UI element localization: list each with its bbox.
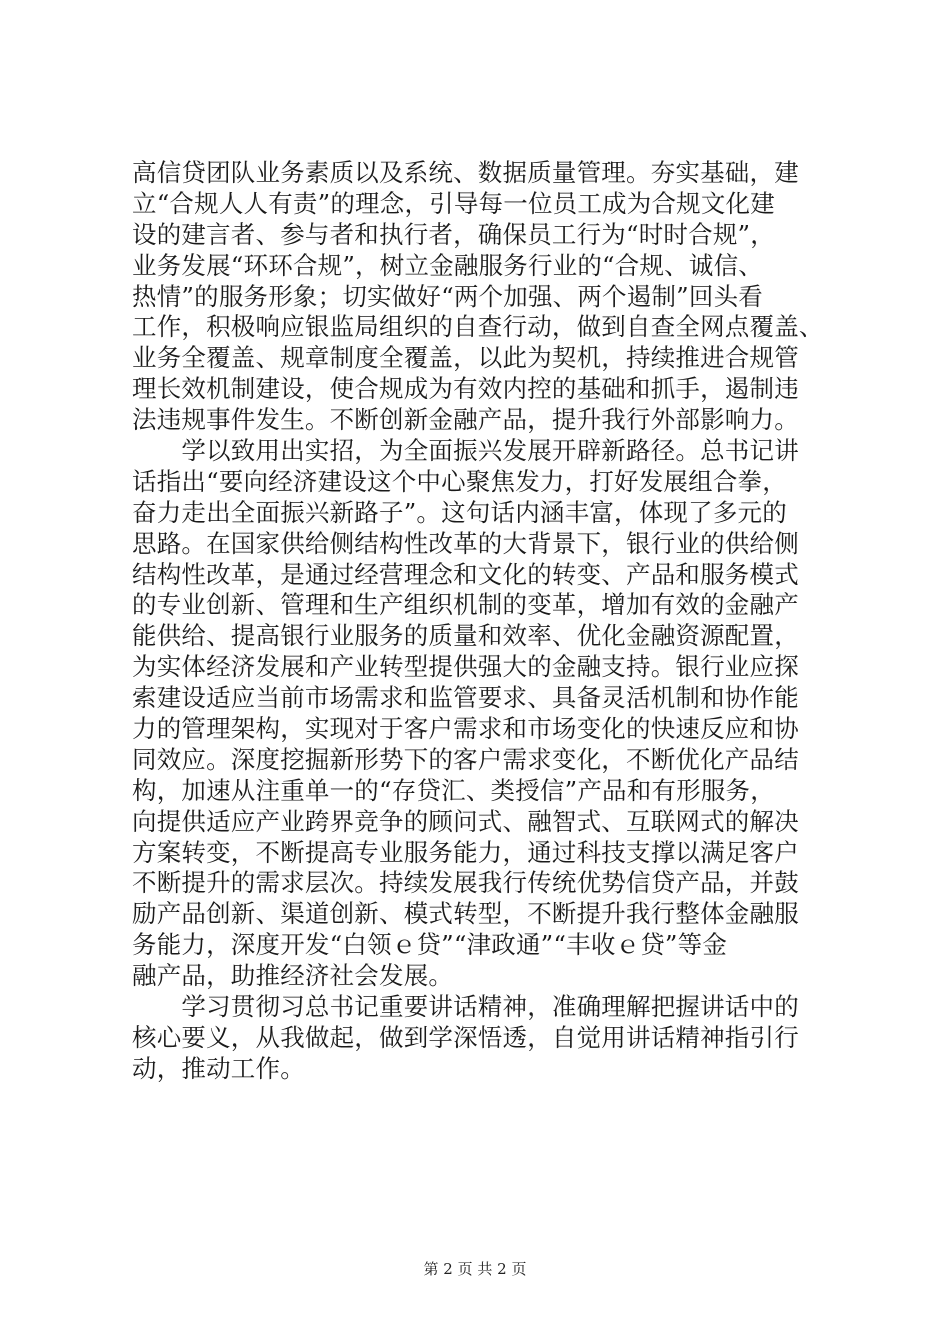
text-line: 业务全覆盖、规章制度全覆盖，以此为契机，持续推进合规管 bbox=[132, 343, 799, 373]
text-line: 话指出“要向经济建设这个中心聚焦发力，打好发展组合拳， bbox=[132, 466, 787, 496]
text-line: 不断提升的需求层次。持续发展我行传统优势信贷产品，并鼓 bbox=[132, 868, 799, 898]
page-number: 第 2 页 共 2 页 bbox=[423, 1260, 527, 1278]
text-line: 高信贷团队业务素质以及系统、数据质量管理。夯实基础，建 bbox=[132, 158, 799, 187]
text-line: 动，推动工作。 bbox=[132, 1053, 305, 1083]
text-line: 构，加速从注重单一的“存贷汇、类授信”产品和有形服务， bbox=[132, 775, 775, 805]
text-line: 学以致用出实招，为全面振兴发展开辟新路径。总书记讲 bbox=[132, 436, 799, 466]
text-line: 理长效机制建设，使合规成为有效内控的基础和抓手，遏制违 bbox=[132, 374, 799, 404]
text-line: 立“合规人人有责”的理念，引导每一位员工成为合规文化建 bbox=[132, 188, 775, 218]
text-line: 法违规事件发生。不断创新金融产品，提升我行外部影响力。 bbox=[132, 405, 799, 435]
text-line: 思路。在国家供给侧结构性改革的大背景下，银行业的供给侧 bbox=[132, 528, 799, 558]
text-line: 务能力，深度开发“白领ｅ贷”“津政通”“丰收ｅ贷”等金 bbox=[132, 930, 728, 960]
text-line: 的专业创新、管理和生产组织机制的变革，增加有效的金融产 bbox=[132, 590, 799, 620]
text-line: 核心要义，从我做起，做到学深悟透，自觉用讲话精神指引行 bbox=[132, 1022, 799, 1052]
text-line: 能供给、提高银行业服务的质量和效率、优化金融资源配置， bbox=[132, 621, 799, 651]
text-line: 向提供适应产业跨界竞争的顾问式、融智式、互联网式的解决 bbox=[132, 806, 799, 836]
text-line: 热情”的服务形象；切实做好“两个加强、两个遏制”回头看 bbox=[132, 281, 763, 311]
text-line: 融产品，助推经济社会发展。 bbox=[132, 961, 454, 991]
text-line: 结构性改革，是通过经营理念和文化的转变、产品和服务模式 bbox=[132, 559, 799, 589]
text-line: 索建设适应当前市场需求和监管要求、具备灵活机制和协作能 bbox=[132, 683, 799, 713]
text-line: 学习贯彻习总书记重要讲话精神，准确理解把握讲话中的 bbox=[132, 992, 799, 1022]
text-line: 为实体经济发展和产业转型提供强大的金融支持。银行业应探 bbox=[132, 652, 799, 682]
page-footer bbox=[0, 1258, 950, 1279]
text-line: 同效应。深度挖掘新形势下的客户需求变化，不断优化产品结 bbox=[132, 744, 799, 774]
text-line: 方案转变，不断提高专业服务能力，通过科技支撑以满足客户 bbox=[132, 837, 799, 867]
text-line: 力的管理架构，实现对于客户需求和市场变化的快速反应和协 bbox=[132, 714, 799, 744]
text-line: 奋力走出全面振兴新路子”。这句话内涵丰富，体现了多元的 bbox=[132, 497, 787, 527]
text-line: 业务发展“环环合规”，树立金融服务行业的“合规、诚信、 bbox=[132, 250, 763, 280]
text-line: 设的建言者、参与者和执行者，确保员工行为“时时合规”， bbox=[132, 219, 775, 249]
text-line: 工作，积极响应银监局组织的自查行动，做到自查全网点覆盖、 bbox=[132, 312, 824, 342]
body-text bbox=[132, 158, 832, 1085]
text-line: 励产品创新、渠道创新、模式转型，不断提升我行整体金融服 bbox=[132, 899, 799, 929]
